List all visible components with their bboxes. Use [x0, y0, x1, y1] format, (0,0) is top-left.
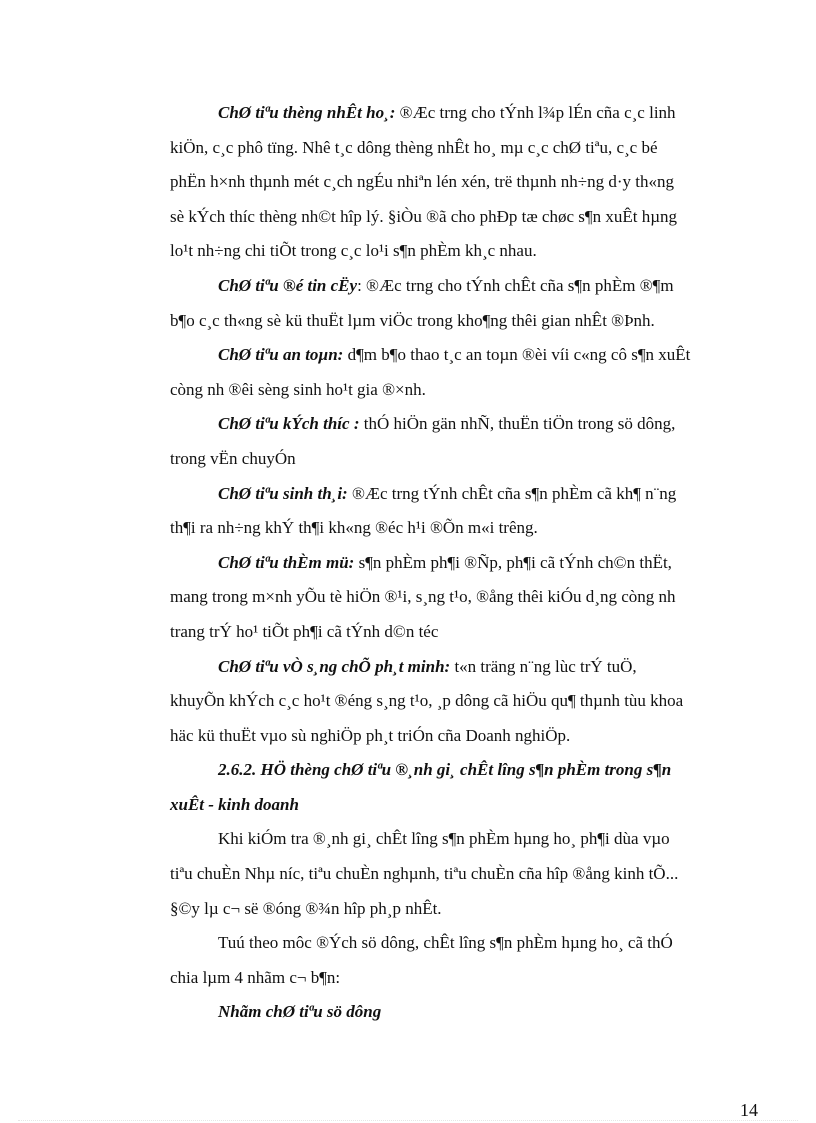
subheading: Nhãm chØ tiªu sö dông: [218, 1002, 382, 1022]
line-text: tiªu chuÈn Nhµ níc, tiªu chuÈn nghµnh, tiªu chuÈn cña hîp ®ång kinh tÕ...: [170, 864, 679, 884]
line-text: trong vËn chuyÓn: [170, 448, 296, 468]
section-heading-line: 2.6.2. HÖ thèng chØ tiªu ®¸nh gi¸ chÊt lîng s¶n phÈm trong s¶n: [218, 760, 672, 780]
section-heading: [170, 753, 742, 822]
term-label: ChØ tiªu ®é tin cËy: [218, 275, 358, 295]
line-text: chia lµm 4 nhãm c¬ b¶n:: [170, 967, 341, 987]
page-number: 14: [740, 1100, 758, 1120]
paragraph-standardization: [170, 96, 742, 269]
footer-divider: [18, 1120, 798, 1121]
term-label: ChØ tiªu thÈm mü:: [218, 552, 355, 572]
line-text: Khi kiÓm tra ®¸nh gi¸ chÊt lîng s¶n phÈm hµng ho¸ ph¶i dùa vµo: [218, 829, 670, 849]
line-text: §©y lµ c¬ së ®óng ®¾n hîp ph¸p nhÊt.: [170, 898, 442, 918]
paragraph-safety: [170, 338, 742, 407]
section-heading-line: xuÊt - kinh doanh: [170, 794, 299, 814]
subheading-paragraph: [170, 995, 742, 1030]
line-text: s¶n phÈm ph¶i ®Ñp, ph¶i cã tÝnh ch©n thËt,: [358, 552, 672, 572]
paragraph-dimensions: [170, 407, 742, 476]
paragraph-reliability: [170, 269, 742, 338]
line-text: thÓ hiÖn gän nhÑ, thuËn tiÖn trong sö dông,: [363, 414, 676, 434]
line-text: khuyÕn khÝch c¸c ho¹t ®éng s¸ng t¹o, ¸p dông cã hiÖu qu¶ thµnh tùu khoa: [170, 691, 684, 711]
term-label: ChØ tiªu kÝch thíc :: [218, 414, 360, 434]
line-text: d¶m b¶o thao t¸c an toµn ®èi víi c«ng cô s¶n xuÊt: [347, 345, 691, 365]
line-text: lo¹t nh÷ng chi tiÕt trong c¸c lo¹i s¶n phÈm kh¸c nhau.: [170, 241, 537, 261]
paragraph-inspection: [170, 822, 742, 926]
line-text: trang trÝ ho¹ tiÕt ph¶i cã tÝnh d©n téc: [170, 621, 439, 641]
term-label: ChØ tiªu vÒ s¸ng chÕ ph¸t minh:: [218, 656, 451, 676]
term-label: ChØ tiªu thèng nhÊt ho¸:: [218, 103, 396, 122]
paragraph-aesthetics: [170, 546, 742, 650]
line-text: Tuú theo môc ®Ých sö dông, chÊt lîng s¶n phÈm hµng ho¸ cã thÓ: [218, 933, 673, 953]
line-text: ®Æc trng cho tÝnh l¾p lÉn cña c¸c linh: [399, 103, 676, 122]
paragraph-groups: [170, 926, 742, 995]
line-text: th¶i ra nh÷ng khÝ th¶i kh«ng ®éc h¹i ®Õn m«i trêng.: [170, 518, 538, 538]
line-text: ®Æc trng tÝnh chÊt cña s¶n phÈm cã kh¶ n¨ng: [351, 483, 677, 503]
line-text: kiÖn, c¸c phô tïng. Nhê t¸c dông thèng nhÊt ho¸ mµ c¸c chØ tiªu, c¸c bé: [170, 137, 658, 157]
line-text: còng nh ®êi sèng sinh ho¹t gia ®×nh.: [170, 379, 426, 399]
paragraph-invention: [170, 650, 742, 754]
term-label: ChØ tiªu an toµn:: [218, 345, 344, 365]
line-text: sè kÝch thíc thèng nh©t hîp lý. §iÒu ®ã cho phÐp tæ chøc s¶n xuÊt hµng: [170, 206, 677, 226]
page-body: [170, 96, 742, 1030]
line-text: häc kü thuËt vµo sù nghiÖp ph¸t triÓn cña Doanh nghiÖp.: [170, 725, 571, 745]
line-text: phËn h×nh thµnh mét c¸ch ngÉu nhiªn lén xén, trë thµnh nh÷ng d·y th«ng: [170, 172, 675, 192]
paragraph-ecology: [170, 477, 742, 546]
line-text: mang trong m×nh yÕu tè hiÖn ®¹i, s¸ng t¹o, ®ång thêi kiÓu d¸ng còng nh: [170, 587, 676, 607]
line-text: : ®Æc trng cho tÝnh chÊt cña s¶n phÈm ®¶m: [357, 275, 674, 295]
line-text: b¶o c¸c th«ng sè kü thuËt lµm viÖc trong kho¶ng thêi gian nhÊt ®Þnh.: [170, 310, 655, 330]
term-label: ChØ tiªu sinh th¸i:: [218, 483, 348, 503]
line-text: t«n träng n¨ng lùc trÝ tuÖ,: [454, 656, 637, 676]
